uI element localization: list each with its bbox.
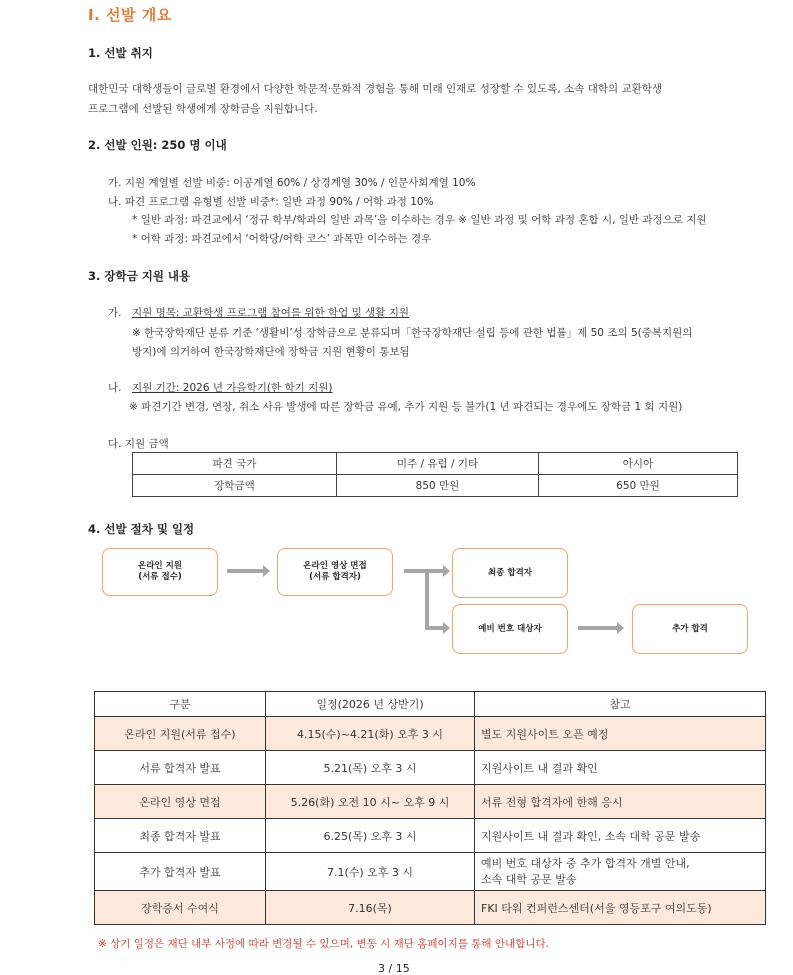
flow-interview-line2: (서류 합격자) (309, 572, 361, 582)
amount-header-country: 파견 국가 (133, 453, 337, 475)
amount-americas-europe: 850 만원 (337, 475, 539, 497)
arrow-apply-to-interview-head (263, 565, 270, 577)
flow-apply-line1: 온라인 지원 (137, 561, 182, 572)
schedule-note: 서류 전형 합격자에 한해 응시 (475, 785, 766, 819)
schedule-note: 지원사이트 내 결과 확인, 소속 대학 공문 발송 (475, 819, 766, 853)
schedule-date: 7.1(수) 오후 3 시 (266, 853, 475, 891)
flow-interview-line1: 온라인 영상 면접 (303, 561, 367, 572)
amount-header-asia: 아시아 (539, 453, 738, 475)
schedule-header-note: 참고 (475, 692, 766, 717)
purpose-text-line2: 프로그램에 선발된 학생에게 장학금을 지원합니다. (88, 103, 318, 115)
arrow-waitlist-to-additional (578, 626, 618, 630)
support-purpose-note-line1: ※ 한국장학재단 분류 기준 ‘생활비’성 장학금으로 분류되며「한국장학재단 설립 등에 관한 법률」제 50 조의 5(중복지원의 (132, 327, 693, 339)
page-number: 3 / 15 (378, 962, 410, 975)
schedule-item: 온라인 영상 면접 (95, 785, 266, 819)
schedule-date: 5.21(목) 오후 3 시 (266, 751, 475, 785)
schedule-date: 7.16(목) (266, 891, 475, 925)
schedule-date: 4.15(수)~4.21(화) 오후 3 시 (266, 717, 475, 751)
flow-apply-line2: (서류 접수) (138, 572, 182, 582)
section-title: Ⅰ. 선발 개요 (88, 6, 172, 24)
arrow-waitlist-to-additional-head (617, 622, 624, 634)
schedule-note: 지원사이트 내 결과 확인 (475, 751, 766, 785)
schedule-date: 6.25(목) 오후 3 시 (266, 819, 475, 853)
schedule-note: FKI 타워 컨퍼런스센터(서울 영등포구 여의도동) (475, 891, 766, 925)
schedule-item: 최종 합격자 발표 (95, 819, 266, 853)
arrow-interview-to-final-head (443, 565, 450, 577)
table-row (95, 853, 766, 891)
schedule-header-category: 구분 (95, 692, 266, 717)
support-purpose-text: 지원 명목: 교환학생 프로그램 참여를 위한 학업 및 생활 지원 (132, 307, 410, 319)
table-row (95, 819, 766, 853)
purpose-marker: 가. (108, 307, 122, 319)
schedule-item: 온라인 지원(서류 접수) (95, 717, 266, 751)
flow-waitlist-label: 예비 번호 대상자 (478, 623, 542, 634)
purpose-text-line1: 대한민국 대학생들이 글로벌 환경에서 다양한 학문적·문화적 경험을 통해 미래 인재로 성장할 수 있도록, 소속 대학의 교환학생 (88, 83, 663, 95)
arrow-branch-to-waitlist (425, 626, 444, 630)
schedule-item: 추가 합격자 발표 (95, 853, 266, 891)
heading-selection-count: 2. 선발 인원: 250 명 이내 (88, 138, 227, 152)
amount-row-label: 장학금액 (133, 475, 337, 497)
support-period-note: ※ 파견기간 변경, 연장, 취소 사유 발생에 따른 장학금 유예, 추가 지원 등 불가(1 년 파견되는 경우에도 장학금 1 회 지원) (129, 401, 683, 413)
amount-asia: 650 만원 (539, 475, 738, 497)
table-row (95, 891, 766, 925)
schedule-note-line2: 소속 대학 공문 발송 (481, 872, 577, 886)
schedule-item: 장학증서 수여식 (95, 891, 266, 925)
table-row (95, 717, 766, 751)
language-course-note: * 어학 과정: 파견교에서 ‘어학당/어학 코스’ 과목만 이수하는 경우 (132, 233, 432, 245)
support-amount-label: 다. 지원 금액 (108, 438, 169, 450)
general-course-note: * 일반 과정: 파견교에서 ‘정규 학부/학과의 일반 과목’을 이수하는 경우 ※ 일반 과정 및 어학 과정 혼합 시, 일반 과정으로 지원 (132, 214, 707, 226)
support-period-text: 지원 기간: 2026 년 가을학기(한 학기 지원) (132, 382, 333, 394)
arrow-branch-vertical (425, 571, 429, 629)
program-ratio-text: 나. 파견 프로그램 유형별 선발 비중*: 일반 과정 90% / 어학 과정 10% (108, 196, 434, 208)
amount-header-americas-europe: 미주 / 유럽 / 기타 (337, 453, 539, 475)
heading-purpose: 1. 선발 취지 (88, 46, 153, 60)
schedule-table (94, 691, 766, 925)
flow-final-label: 최종 합격자 (487, 567, 532, 578)
period-marker: 나. (108, 382, 122, 394)
schedule-header-date: 일정(2026 년 상반기) (266, 692, 475, 717)
table-row (95, 785, 766, 819)
field-ratio-text: 가. 지원 계열별 선발 비중: 이공계열 60% / 상경계열 30% / 인문사회계열 10% (108, 177, 476, 189)
arrow-interview-to-final (404, 569, 444, 573)
heading-scholarship-content: 3. 장학금 지원 내용 (88, 269, 191, 283)
schedule-date: 5.26(화) 오전 10 시~ 오후 9 시 (266, 785, 475, 819)
schedule-item: 서류 합격자 발표 (95, 751, 266, 785)
schedule-note-line1: 예비 번호 대상자 중 추가 합격자 개별 안내, (481, 856, 690, 870)
heading-procedure: 4. 선발 절차 및 일정 (88, 522, 195, 536)
flow-additional-label: 추가 합격 (672, 623, 708, 634)
support-purpose-note-line2: 방지)에 의거하여 한국장학재단에 장학금 지원 현황이 통보됨 (132, 346, 410, 358)
arrow-branch-to-waitlist-head (443, 622, 450, 634)
schedule-note: 별도 지원사이트 오픈 예정 (475, 717, 766, 751)
arrow-apply-to-interview (227, 569, 263, 573)
schedule-table-header (95, 692, 766, 717)
schedule-note (475, 853, 766, 891)
table-row (95, 751, 766, 785)
schedule-change-notice: ※ 상기 일정은 재단 내부 사정에 따라 변경될 수 있으며, 변동 시 재단 홈페이지를 통해 안내합니다. (98, 938, 549, 950)
